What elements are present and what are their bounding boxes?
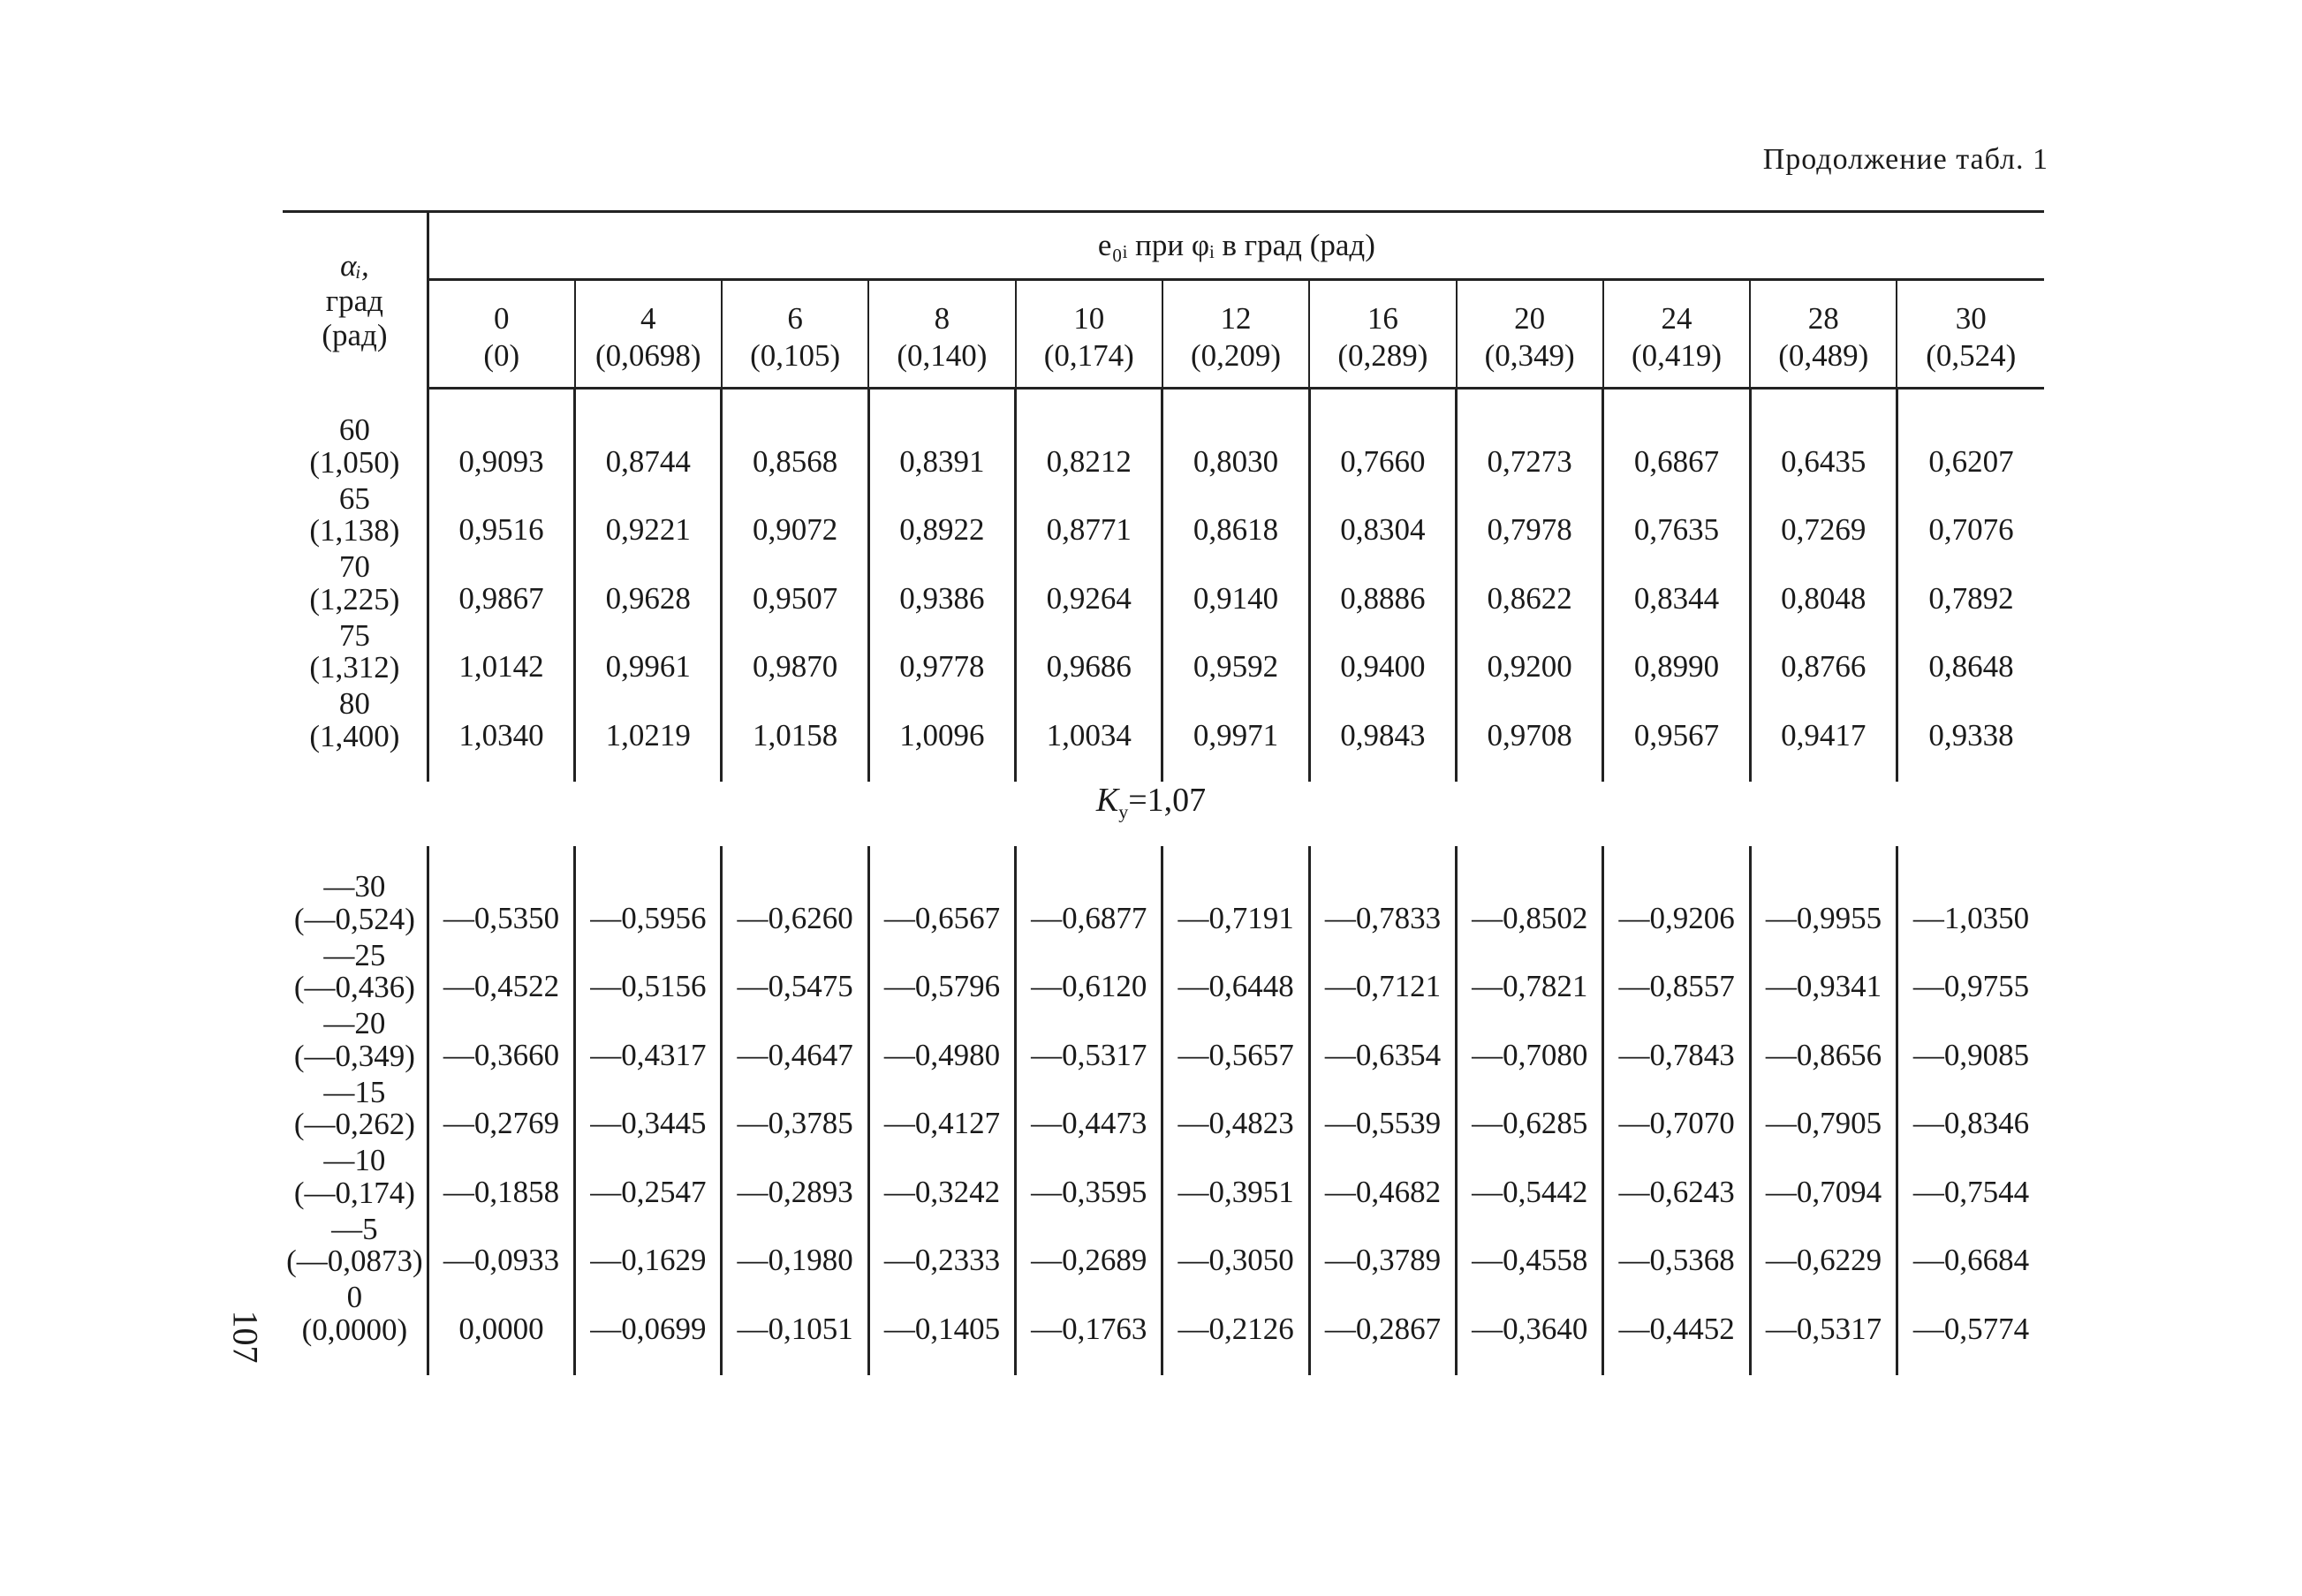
table-cell: 0,8990 [1603, 620, 1750, 689]
table-continuation-label: Продолжение табл. 1 [1762, 143, 2048, 176]
table-cell: 0,8048 [1750, 551, 1897, 620]
table-cell: 0,8304 [1309, 483, 1456, 552]
row-label-rad: (0,0000) [301, 1312, 408, 1347]
table-row [283, 1008, 2044, 1077]
table-cell: 0,8030 [1162, 414, 1309, 483]
table-row [283, 1077, 2044, 1146]
row-label [283, 551, 428, 620]
table-cell: 0,7635 [1603, 483, 1750, 552]
spacer-cell [283, 757, 428, 782]
table-cell: 0,7978 [1457, 483, 1603, 552]
spacer-cell [1457, 757, 1603, 782]
table-cell: 0,8618 [1162, 483, 1309, 552]
coefficient-table-lower [283, 846, 2044, 1375]
row-label [283, 480, 428, 552]
row-label-rad: (—0,349) [293, 1038, 415, 1073]
column-header-deg: 6 [787, 301, 803, 336]
spacer-cell [722, 757, 868, 782]
table-cell: —0,5442 [1457, 1145, 1603, 1214]
spacer-cell [1897, 757, 2044, 782]
column-header-rad: (0,105) [750, 338, 841, 373]
table-cell: 1,0340 [428, 688, 574, 757]
table-cell: —0,6260 [722, 871, 868, 940]
table-cell: —0,5539 [1309, 1077, 1456, 1146]
column-header-deg: 0 [493, 301, 510, 336]
row-label-deg: 70 [338, 549, 370, 584]
row-label-deg: —25 [323, 937, 386, 972]
table-cell: —0,6243 [1603, 1145, 1750, 1214]
table-cell: —0,0699 [575, 1282, 722, 1350]
table-cell: 1,0034 [1016, 688, 1162, 757]
table-cell: —0,1763 [1016, 1282, 1162, 1350]
spacer-cell [722, 1350, 868, 1375]
table-cell: 0,9628 [575, 551, 722, 620]
table-cell: —0,6448 [1162, 940, 1309, 1009]
corner-unit-rad: (рад) [322, 317, 388, 352]
table-cell: —0,3445 [575, 1077, 722, 1146]
table-cell: —0,4452 [1603, 1282, 1750, 1350]
table-cell: —0,3640 [1457, 1282, 1603, 1350]
table-cell: —0,3050 [1162, 1214, 1309, 1282]
table-cell: —0,4647 [722, 1008, 868, 1077]
table-cell: —0,7843 [1603, 1008, 1750, 1077]
table-cell: 0,9417 [1750, 688, 1897, 757]
table-cell: —0,1051 [722, 1282, 868, 1350]
row-label-deg: —5 [331, 1211, 378, 1246]
row-label [283, 871, 428, 940]
table-cell: —0,4473 [1016, 1077, 1162, 1146]
ky-subscript: у [1118, 800, 1129, 823]
row-label [283, 1282, 428, 1350]
column-header [428, 280, 574, 389]
column-header [1016, 280, 1162, 389]
table-cell: 1,0219 [575, 688, 722, 757]
table-cell: 0,9567 [1603, 688, 1750, 757]
table-cell: 0,7269 [1750, 483, 1897, 552]
table-row [283, 688, 2044, 757]
row-label-deg: —10 [323, 1143, 386, 1177]
column-header [1603, 280, 1750, 389]
corner-unit-deg: град [325, 283, 383, 318]
row-label [283, 937, 428, 1009]
corner-alpha: αᵢ, [340, 248, 369, 284]
spacer-cell [1750, 1350, 1897, 1375]
column-header-deg: 10 [1073, 301, 1105, 336]
table-row [283, 1145, 2044, 1214]
column-header [1162, 280, 1309, 389]
table-cell: —0,4558 [1457, 1214, 1603, 1282]
table-end-spacer [283, 757, 2044, 782]
table-cell: —0,7080 [1457, 1008, 1603, 1077]
table-cell: 0,8648 [1928, 649, 2014, 684]
table-cell: —0,9085 [1912, 1037, 2030, 1072]
spacer-cell [1016, 1350, 1162, 1375]
spacer-cell [1897, 1350, 2044, 1375]
table-cell: —0,5317 [1016, 1008, 1162, 1077]
spacer-cell [1750, 757, 1897, 782]
row-label-deg: 80 [338, 686, 370, 721]
table-cell: 1,0096 [868, 688, 1015, 757]
spacer-cell [283, 1350, 428, 1375]
table-cell: —0,3951 [1162, 1145, 1309, 1214]
column-header-deg: 16 [1367, 301, 1398, 336]
table-cell: 0,6435 [1750, 414, 1897, 483]
table-cell: 0,8568 [722, 414, 868, 483]
spacer-cell [1603, 1350, 1750, 1375]
ky-symbol: K [1095, 782, 1119, 819]
row-label-rad: (1,138) [309, 513, 400, 548]
table-cell: —0,2547 [575, 1145, 722, 1214]
table-cell: 0,9338 [1928, 717, 2014, 753]
table-cell: —0,8557 [1603, 940, 1750, 1009]
row-label-rad: (1,050) [309, 444, 400, 480]
table-cell: —0,9755 [1912, 969, 2030, 1003]
row-label-deg: 0 [346, 1280, 363, 1314]
table-row [283, 1214, 2044, 1282]
table-cell: 0,7076 [1928, 512, 2014, 547]
table-end-spacer [283, 1350, 2044, 1375]
table-cell: 0,7273 [1457, 414, 1603, 483]
table-cell: 0,9516 [428, 483, 574, 552]
table-row [283, 940, 2044, 1009]
row-label [283, 688, 428, 757]
table-cell: —0,1405 [868, 1282, 1015, 1350]
column-header-rad: (0,289) [1337, 338, 1428, 373]
table-cell: 0,7660 [1309, 414, 1456, 483]
spacer-cell [428, 757, 574, 782]
table-cell: 0,9870 [722, 620, 868, 689]
table-cell: —0,4127 [868, 1077, 1015, 1146]
row-label-deg: —20 [323, 1006, 386, 1040]
table-cell: —0,6354 [1309, 1008, 1456, 1077]
table-row [283, 414, 2044, 483]
column-header-deg: 4 [640, 301, 656, 336]
table-cell: 0,9686 [1016, 620, 1162, 689]
column-header-deg: 28 [1807, 301, 1839, 336]
table-cell: —0,3595 [1016, 1145, 1162, 1214]
table-cell: —0,7905 [1750, 1077, 1897, 1146]
table-cell: —0,6229 [1750, 1214, 1897, 1282]
row-label-rad: (—0,262) [293, 1107, 415, 1142]
table-cell: —0,7833 [1309, 871, 1456, 940]
table-cell: 0,9200 [1457, 620, 1603, 689]
table-cell: —0,3660 [428, 1008, 574, 1077]
spacer-cell [868, 757, 1015, 782]
table-cell: —0,6684 [1912, 1243, 2030, 1277]
table-cell: —0,3242 [868, 1145, 1015, 1214]
table-cell: 0,9507 [722, 551, 868, 620]
table-cell: —0,3789 [1309, 1214, 1456, 1282]
table-cell: —0,4980 [868, 1008, 1015, 1077]
table-cell: 0,9386 [868, 551, 1015, 620]
column-header-rad: (0,0698) [595, 338, 701, 373]
table-cell: —0,7191 [1162, 871, 1309, 940]
table-cell: —0,8502 [1457, 871, 1603, 940]
row-label-rad: (—0,436) [293, 970, 415, 1005]
column-header [1457, 280, 1603, 389]
table-cell: —0,2126 [1162, 1282, 1309, 1350]
table-cell: 0,9843 [1309, 688, 1456, 757]
table-cell: —0,2893 [722, 1145, 868, 1214]
table-cell: 0,8766 [1750, 620, 1897, 689]
column-header [868, 280, 1015, 389]
table-cell: —0,1980 [722, 1214, 868, 1282]
table-cell: —0,7070 [1603, 1077, 1750, 1146]
table-cell: 1,0158 [722, 688, 868, 757]
spacer-cell [1603, 757, 1750, 782]
spacer-cell [575, 757, 722, 782]
table-cell: —0,2867 [1309, 1282, 1456, 1350]
column-header-rad: (0) [483, 338, 520, 373]
column-header-deg: 20 [1514, 301, 1546, 336]
table-cell: 0,8391 [868, 414, 1015, 483]
spacer-cell [1457, 1350, 1603, 1375]
column-header-rad: (0,174) [1043, 338, 1134, 373]
table-cell: 0,8744 [575, 414, 722, 483]
table-row [283, 620, 2044, 689]
table-cell: —0,1858 [428, 1145, 574, 1214]
table-cell: 0,9093 [428, 414, 574, 483]
table-cell: —0,8346 [1912, 1106, 2030, 1140]
table-cell: —0,7544 [1912, 1174, 2030, 1209]
table-cell: —0,5475 [722, 940, 868, 1009]
table-cell: —0,4823 [1162, 1077, 1309, 1146]
table-cell: —0,5317 [1750, 1282, 1897, 1350]
table-row [283, 483, 2044, 552]
table-cell: —0,5657 [1162, 1008, 1309, 1077]
table-cell: —0,2333 [868, 1214, 1015, 1282]
row-label-rad: (1,225) [309, 581, 400, 616]
column-header-deg: 8 [934, 301, 950, 336]
table-cell: 0,9961 [575, 620, 722, 689]
table-cell: —0,2689 [1016, 1214, 1162, 1282]
spacer-cell [868, 1350, 1015, 1375]
spacer-cell [1162, 757, 1309, 782]
table-cell: 0,8771 [1016, 483, 1162, 552]
table-cell: —0,1629 [575, 1214, 722, 1282]
table-cell: 0,9971 [1162, 688, 1309, 757]
table-cell: 0,8622 [1457, 551, 1603, 620]
coefficient-table-upper [283, 210, 2044, 782]
column-header-deg: 24 [1661, 301, 1692, 336]
column-header-rad: (0,524) [1926, 338, 2017, 373]
table-cell: 0,0000 [428, 1282, 574, 1350]
column-header [1750, 280, 1897, 389]
table-cell: —0,5350 [428, 871, 574, 940]
spacer-cell [1162, 1350, 1309, 1375]
column-header-rad: (0,140) [897, 338, 988, 373]
table-cell: 0,9778 [868, 620, 1015, 689]
row-label-deg: 65 [338, 480, 370, 516]
row-label-deg: —15 [323, 1074, 386, 1109]
row-label [283, 1008, 428, 1077]
column-header [722, 280, 868, 389]
table-cell: —0,0933 [428, 1214, 574, 1282]
spacer-cell [428, 1350, 574, 1375]
column-header-rad: (0,209) [1191, 338, 1282, 373]
table-cell: —0,4317 [575, 1008, 722, 1077]
table-cell: 0,9400 [1309, 620, 1456, 689]
column-header [575, 280, 722, 389]
table-cell: —0,7094 [1750, 1145, 1897, 1214]
row-label [283, 1145, 428, 1214]
table-cell: —0,6877 [1016, 871, 1162, 940]
spacer-cell [1309, 1350, 1456, 1375]
table-cell: 0,8886 [1309, 551, 1456, 620]
table-cell: 0,9072 [722, 483, 868, 552]
ky-value: =1,07 [1128, 782, 1207, 819]
column-header [1309, 280, 1456, 389]
corner-header [283, 212, 428, 389]
row-label-rad: (—0,174) [293, 1175, 415, 1210]
table-cell: —0,9955 [1750, 871, 1897, 940]
column-header-rad: (0,349) [1484, 338, 1575, 373]
table-cell: —1,0350 [1912, 900, 2030, 935]
table-cell: 0,8212 [1016, 414, 1162, 483]
spacer-cell [1309, 757, 1456, 782]
column-header-rad: (0,419) [1631, 338, 1722, 373]
table-cell: 0,8922 [868, 483, 1015, 552]
ky-coefficient-label [0, 781, 2302, 824]
table-cell: 0,9264 [1016, 551, 1162, 620]
table-row [283, 871, 2044, 940]
table-cell: —0,6285 [1457, 1077, 1603, 1146]
page-number: 107 [225, 1310, 266, 1364]
column-header-deg: 12 [1220, 301, 1252, 336]
table-cell: 0,9221 [575, 483, 722, 552]
spacer-cell [1016, 757, 1162, 782]
row-label-rad: (1,312) [309, 650, 400, 685]
table-cell: 0,6207 [1928, 443, 2014, 479]
table-cell: —0,8656 [1750, 1008, 1897, 1077]
row-label [283, 1211, 428, 1282]
group-header: e₀ᵢ при φᵢ в град (рад) [428, 212, 2044, 280]
table-cell: —0,5796 [868, 940, 1015, 1009]
table-cell: —0,6120 [1016, 940, 1162, 1009]
table-cell: —0,5368 [1603, 1214, 1750, 1282]
table-cell: 0,9140 [1162, 551, 1309, 620]
row-label-deg: 60 [338, 412, 370, 447]
table-row [283, 1282, 2044, 1350]
table-cell: —0,7821 [1457, 940, 1603, 1009]
table-cell: —0,4682 [1309, 1145, 1456, 1214]
table-cell: 0,9708 [1457, 688, 1603, 757]
table-cell: —0,6567 [868, 871, 1015, 940]
row-label-deg: 75 [338, 617, 370, 653]
table-cell: 1,0142 [428, 620, 574, 689]
table-cell: —0,5956 [575, 871, 722, 940]
table-cell: —0,9206 [1603, 871, 1750, 940]
table-cell: 0,9592 [1162, 620, 1309, 689]
table-cell: —0,4522 [428, 940, 574, 1009]
table-cell: —0,9341 [1750, 940, 1897, 1009]
table-cell: 0,8344 [1603, 551, 1750, 620]
row-label-rad: (1,400) [309, 718, 400, 753]
row-label-rad: (—0,524) [293, 901, 415, 936]
table-cell: 0,6867 [1603, 414, 1750, 483]
table-cell: —0,2769 [428, 1077, 574, 1146]
row-label [283, 1074, 428, 1146]
row-label-rad: (—0,0873) [286, 1244, 423, 1279]
table-cell: —0,7121 [1309, 940, 1456, 1009]
column-header-deg: 30 [1955, 301, 1987, 336]
table-cell: 0,9867 [428, 551, 574, 620]
column-header [1897, 280, 2044, 389]
table-row [283, 551, 2044, 620]
row-label [283, 617, 428, 689]
table-cell: —0,5774 [1912, 1311, 2030, 1346]
table-cell: —0,3785 [722, 1077, 868, 1146]
table-cell: —0,5156 [575, 940, 722, 1009]
row-label-deg: —30 [323, 869, 386, 904]
row-label [283, 414, 428, 483]
column-header-rad: (0,489) [1778, 338, 1869, 373]
table-cell: 0,7892 [1928, 580, 2014, 616]
spacer-cell [575, 1350, 722, 1375]
